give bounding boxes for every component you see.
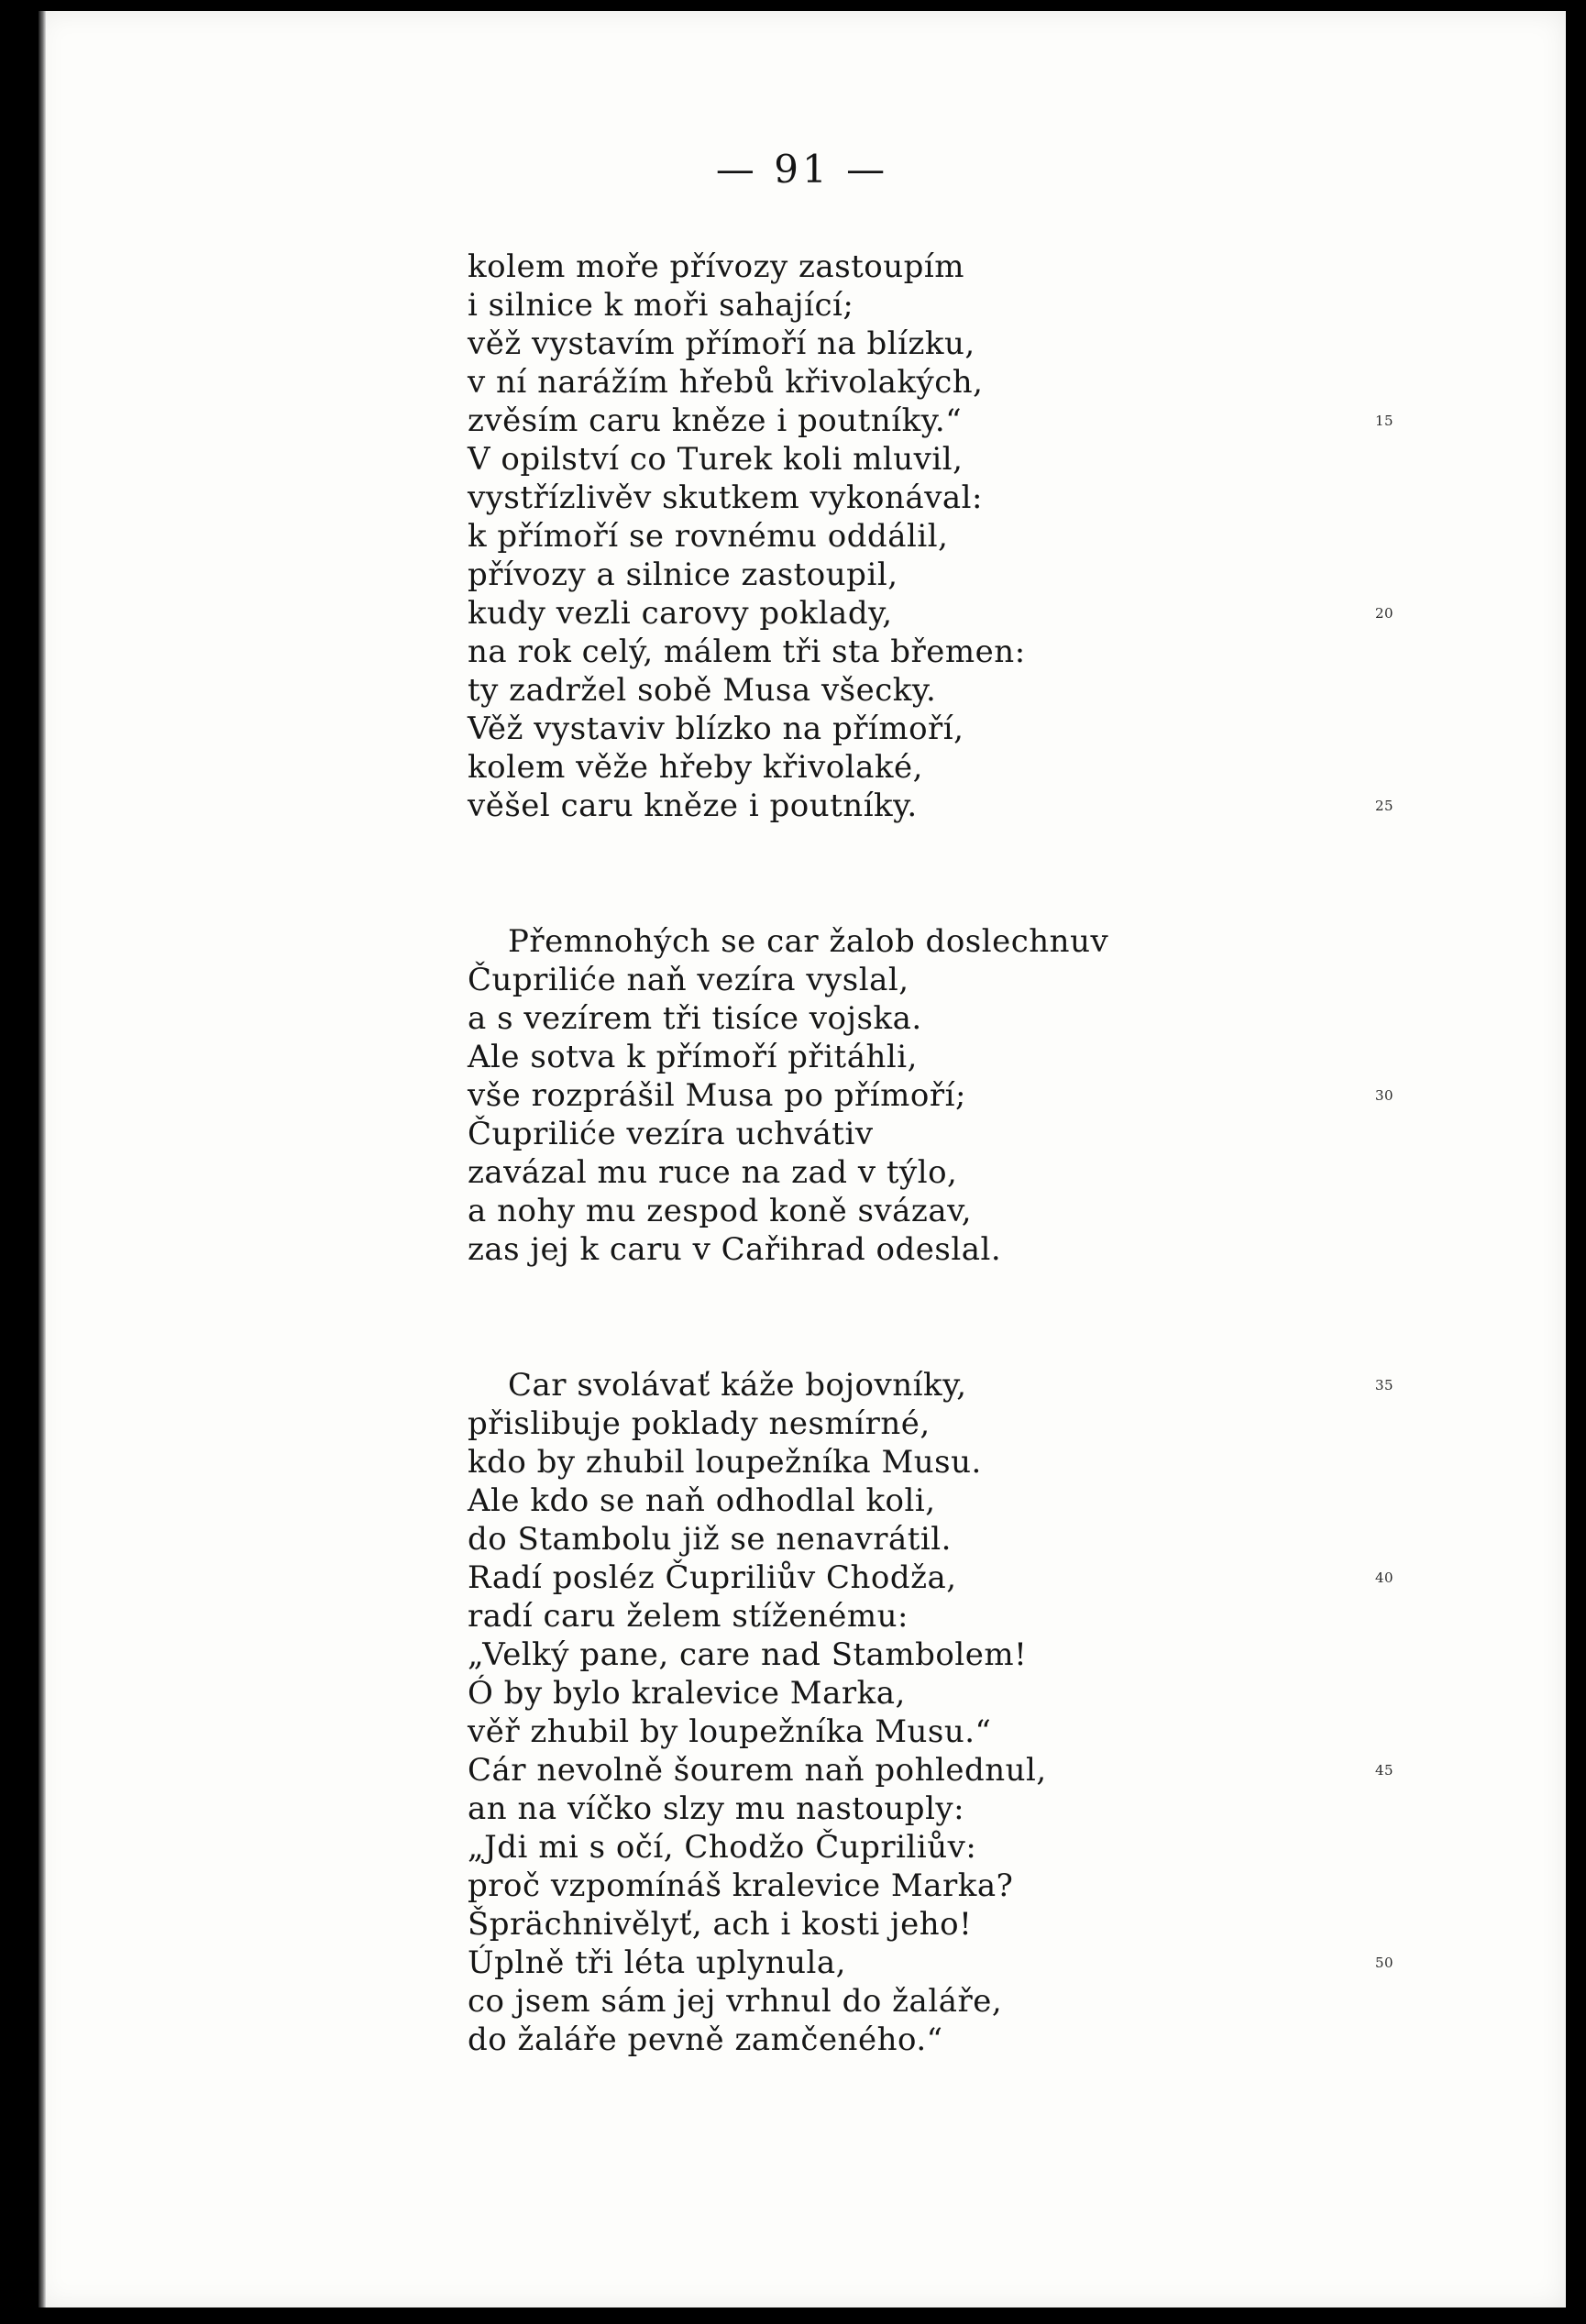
verse-text: „Jdi mi s očí, Chodžo Čupriliův: (468, 1829, 977, 1866)
verse-line (468, 999, 1476, 1038)
verse-line (468, 1905, 1476, 1944)
verse-line (468, 787, 1476, 825)
verse-line (468, 594, 1476, 633)
verse-line (468, 1115, 1476, 1153)
verse-text: věř zhubil by loupežníka Musu.“ (468, 1713, 992, 1750)
verse-text: Čupriliće vezíra uchvátiv (468, 1116, 874, 1152)
verse-line (468, 479, 1476, 517)
verse-text: „Velký pane, care nad Stambolem! (468, 1636, 1028, 1673)
verse-line (468, 1790, 1476, 1828)
verse-line (468, 1828, 1476, 1867)
verse-text: kolem věže hřeby křivolaké, (468, 749, 923, 786)
verse-text: přívozy a silnice zastoupil, (468, 556, 898, 593)
verse-text: Radí posléz Čupriliův Chodža, (468, 1559, 957, 1596)
book-page (39, 11, 1566, 2307)
verse-text: a s vezírem tři tisíce vojska. (468, 1000, 922, 1037)
line-number: 40 (1375, 1570, 1394, 1586)
verse-line (468, 363, 1476, 402)
verse-line (468, 1076, 1476, 1115)
verse-line (468, 556, 1476, 594)
verse-text: Ale kdo se naň odhodlal koli, (468, 1482, 936, 1519)
verse-text: zvěsím caru kněze i poutníky.“ (468, 402, 963, 439)
verse-text: an na víčko slzy mu nastouply: (468, 1790, 965, 1827)
stanza-1 (468, 248, 1476, 825)
verse-line (468, 1944, 1476, 1982)
verse-text: Ó by bylo kralevice Marka, (468, 1675, 906, 1712)
verse-line (468, 1192, 1476, 1230)
line-number: 50 (1375, 1955, 1394, 1971)
verse-text: do žaláře pevně zamčeného.“ (468, 2021, 943, 2058)
verse-line (468, 633, 1476, 671)
verse-line (468, 1713, 1476, 1751)
verse-text: radí caru želem stíženému: (468, 1598, 909, 1635)
verse-line (468, 671, 1476, 710)
page-number: — 91 — (715, 147, 889, 192)
verse-text: Věž vystaviv blízko na přímoří, (468, 710, 964, 747)
verse-line (468, 1982, 1476, 2021)
verse-line (468, 1404, 1476, 1443)
verse-line (468, 922, 1476, 961)
verse-text: a nohy mu zespod koně svázav, (468, 1193, 973, 1229)
line-number: 30 (1375, 1087, 1394, 1104)
verse-text: v ní narážím hřebů křivolakých, (468, 364, 984, 401)
verse-line (468, 710, 1476, 748)
verse-text: k přímoří se rovnému oddálil, (468, 518, 949, 555)
verse-line (468, 1153, 1476, 1192)
verse-line (468, 2021, 1476, 2059)
verse-text: Šprächnivělyť, ach i kosti jeho! (468, 1906, 973, 1943)
verse-line (468, 248, 1476, 286)
verse-text: do Stambolu již se nenavrátil. (468, 1521, 952, 1558)
verse-text: ty zadržel sobě Musa všecky. (468, 672, 937, 709)
verse-text: proč vzpomínáš kralevice Marka? (468, 1867, 1014, 1904)
verse-text: Car svolávať káže bojovníky, (508, 1367, 967, 1404)
verse-line (468, 1038, 1476, 1076)
verse-text: Úplně tři léta uplynula, (468, 1944, 846, 1981)
verse-text: věšel caru kněze i poutníky. (468, 788, 918, 824)
verse-line (468, 517, 1476, 556)
verse-line (468, 961, 1476, 999)
verse-text: vše rozprášil Musa po přímoří; (468, 1077, 966, 1114)
verse-line (468, 1520, 1476, 1559)
verse-text: zas jej k caru v Cařihrad odeslal. (468, 1231, 1002, 1268)
stanza-2 (468, 922, 1476, 1269)
verse-text: přislibuje poklady nesmírné, (468, 1405, 931, 1442)
verse-line (468, 440, 1476, 479)
verse-line (468, 1597, 1476, 1636)
verse-line (468, 1366, 1476, 1404)
verse-line (468, 1867, 1476, 1905)
verse-text: vystřízlivěv skutkem vykonával: (468, 479, 984, 516)
verse-line (468, 402, 1476, 440)
line-number: 35 (1375, 1377, 1394, 1393)
verse-line (468, 1559, 1476, 1597)
verse-text: co jsem sám jej vrhnul do žaláře, (468, 1983, 1003, 2020)
verse-text: kdo by zhubil loupežníka Musu. (468, 1444, 982, 1481)
verse-line (468, 1230, 1476, 1269)
verse-text: Čupriliće naň vezíra vyslal, (468, 962, 909, 998)
verse-line (468, 1443, 1476, 1481)
verse-text: Cár nevolně šourem naň pohlednul, (468, 1752, 1047, 1789)
stanza-3 (468, 1366, 1476, 2059)
verse-line (468, 1636, 1476, 1674)
verse-text: kudy vezli carovy poklady, (468, 595, 893, 632)
line-number: 25 (1375, 798, 1394, 814)
verse-text: na rok celý, málem tři sta břemen: (468, 633, 1026, 670)
verse-line (468, 1674, 1476, 1713)
verse-text: i silnice k moři sahající; (468, 287, 854, 324)
verse-line (468, 1481, 1476, 1520)
verse-line (468, 325, 1476, 363)
line-number: 20 (1375, 605, 1394, 622)
verse-line (468, 286, 1476, 325)
binding-edge (39, 11, 46, 2307)
verse-text: Přemnohých se car žalob doslechnuv (508, 923, 1109, 960)
verse-text: zavázal mu ruce na zad v týlo, (468, 1154, 958, 1191)
verse-line (468, 1751, 1476, 1790)
verse-text: věž vystavím přímoří na blízku, (468, 325, 975, 362)
line-number: 15 (1375, 413, 1394, 429)
verse-text: V opilství co Turek koli mluvil, (468, 441, 964, 478)
line-number: 45 (1375, 1762, 1394, 1779)
verse-text: Ale sotva k přímoří přitáhli, (468, 1039, 918, 1075)
verse-line (468, 748, 1476, 787)
verse-text: kolem moře přívozy zastoupím (468, 248, 965, 285)
